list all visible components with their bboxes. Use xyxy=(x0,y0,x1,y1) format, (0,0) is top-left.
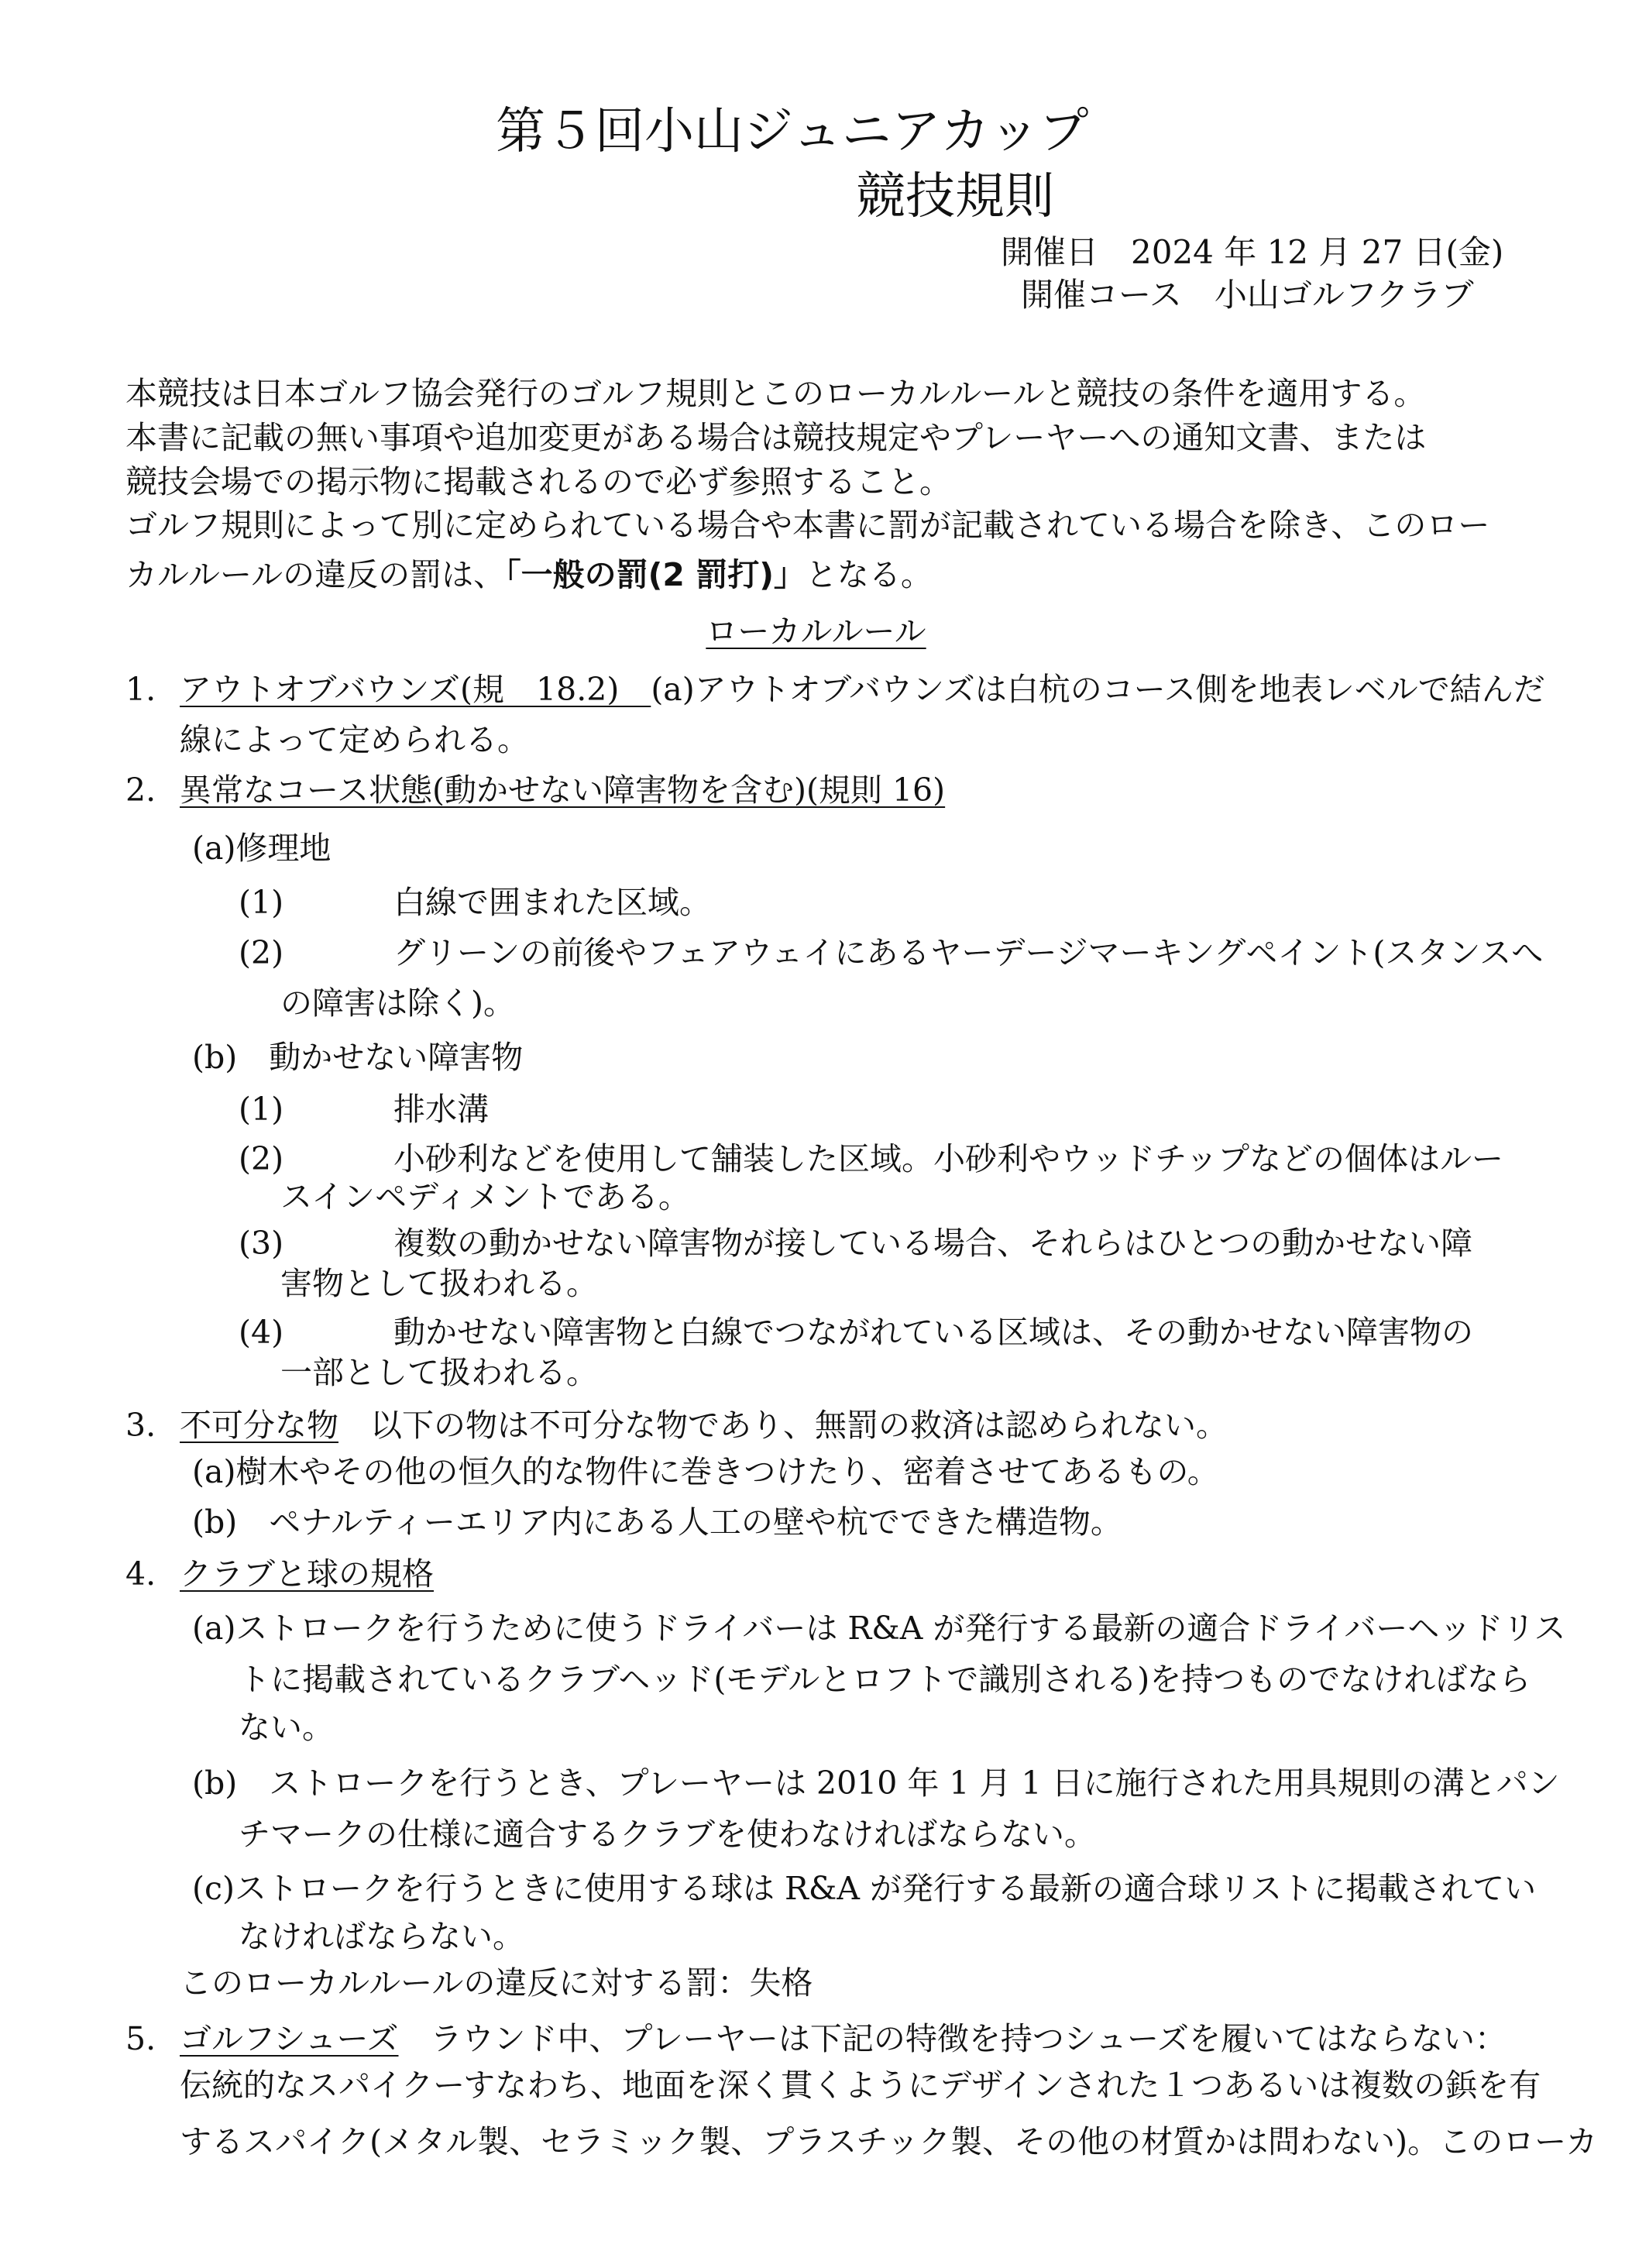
local-rules-heading: ローカルルール xyxy=(706,613,926,650)
event-course: 開催コース 小山ゴルフクラブ xyxy=(1021,276,1474,314)
rule-2b-label: (b) 動かせない障害物 xyxy=(192,1039,524,1076)
rule-5-text: ラウンド中、プレーヤーは下記の特徴を持つシューズを履いてはならない： xyxy=(398,2020,1507,2057)
rule-2a2-text-cont: の障害は除く)。 xyxy=(280,985,515,1022)
rule-4a-line-2: トに掲載されているクラブヘッド(モデルとロフトで識別される)を持つものでなければなら xyxy=(239,1661,1531,1698)
rule-2b3-text: 複数の動かせない障害物が接している場合、それらはひとつの動かせない障 xyxy=(393,1225,1473,1262)
rule-2b4-text-cont: 一部として扱われる。 xyxy=(280,1354,598,1391)
rule-4-number: 4. xyxy=(125,1555,156,1593)
rule-4a-line-3: ない。 xyxy=(239,1709,334,1746)
rule-2a1-text: 白線で囲まれた区域。 xyxy=(393,884,711,921)
rule-2b3-text-cont: 害物として扱われる。 xyxy=(280,1265,598,1302)
rule-1-number: 1. xyxy=(125,671,156,708)
rule-5-line-3: するスパイク(メタル製、セラミック製、プラスチック製、その他の材質かは問わない)。このローカ xyxy=(180,2123,1598,2160)
rule-2a2-number: (2) xyxy=(239,934,284,971)
rule-2-heading: 異常なコース状態(動かせない障害物を含む)(規則 16) xyxy=(180,771,946,809)
event-date: 開催日 2024 年 12 月 27 日(金) xyxy=(1001,233,1504,271)
rule-2b1-text: 排水溝 xyxy=(393,1091,489,1128)
rule-3b-text: (b) ペナルティーエリア内にある人工の壁や杭でできた構造物。 xyxy=(192,1503,1122,1541)
rule-3-heading: 不可分な物 xyxy=(180,1407,338,1444)
rule-2b2-number: (2) xyxy=(239,1140,284,1177)
rule-2b1-number: (1) xyxy=(239,1091,284,1128)
rule-4c-line-1: (c)ストロークを行うときに使用する球は R&A が発行する最新の適合球リストに掲載されてい xyxy=(192,1870,1537,1907)
intro-line-3: 競技会場での掲示物に掲載されるので必ず参照すること。 xyxy=(125,463,951,500)
rule-5-number: 5. xyxy=(125,2020,156,2057)
rule-2b4-text: 動かせない障害物と白線でつながれている区域は、その動かせない障害物の xyxy=(393,1314,1473,1351)
rule-2a-label: (a)修理地 xyxy=(192,830,332,867)
rule-4-heading: クラブと球の規格 xyxy=(180,1555,434,1593)
rule-4-penalty: このローカルルールの違反に対する罰：失格 xyxy=(180,1964,813,2002)
rule-4b-line-1: (b) ストロークを行うとき、プレーヤーは 2010 年 1 月 1 日に施行された用具規則の溝とパン xyxy=(192,1765,1560,1802)
rule-2a2-text: グリーンの前後やフェアウェイにあるヤーデージマーキングペイント(スタンスへ xyxy=(393,934,1544,971)
rule-2b3-number: (3) xyxy=(239,1225,284,1262)
rule-4b-line-2: チマークの仕様に適合するクラブを使わなければならない。 xyxy=(239,1816,1096,1853)
rule-5-heading: ゴルフシューズ xyxy=(180,2020,399,2057)
document-title: 第５回小山ジュニアカップ xyxy=(496,103,1089,160)
rule-2b4-number: (4) xyxy=(239,1314,284,1351)
intro-line-5-pre: カルルールの違反の罰は、 xyxy=(125,556,506,593)
rule-3-number: 3. xyxy=(125,1407,156,1444)
rule-5-line-2: 伝統的なスパイクーすなわち、地面を深く貫くようにデザインされた１つあるいは複数の鋲を有 xyxy=(180,2067,1541,2104)
general-penalty: 「一般の罰(2 罰打)」 xyxy=(505,556,806,593)
rule-4a-line-1: (a)ストロークを行うために使うドライバーは R&A が発行する最新の適合ドライバーヘッドリス xyxy=(192,1610,1566,1647)
intro-line-5-post: となる。 xyxy=(805,556,933,593)
rule-2-number: 2. xyxy=(125,771,156,809)
intro-line-4: ゴルフ規則によって別に定められている場合や本書に罰が記載されている場合を除き、このロー xyxy=(125,507,1490,544)
rule-2a1-number: (1) xyxy=(239,884,284,921)
rule-1-line xyxy=(180,671,1545,708)
document-subtitle: 競技規則 xyxy=(856,168,1054,225)
rule-1-text-cont: 線によって定められる。 xyxy=(180,721,529,758)
rule-3-text: 以下の物は不可分な物であり、無罰の救済は認められない。 xyxy=(338,1407,1228,1444)
rule-2b2-text-cont: スインペディメントである。 xyxy=(280,1178,690,1215)
intro-line-1: 本競技は日本ゴルフ協会発行のゴルフ規則とこのローカルルールと競技の条件を適用する。 xyxy=(125,375,1426,412)
rule-1-heading: アウトオブバウンズ(規 18.2) xyxy=(180,671,651,708)
intro-line-5 xyxy=(125,556,933,593)
intro-line-2: 本書に記載の無い事項や追加変更がある場合は競技規定やプレーヤーへの通知文書、または xyxy=(125,419,1427,456)
rule-3-line xyxy=(180,1407,1228,1444)
rule-2b2-text: 小砂利などを使用して舗装した区域。小砂利やウッドチップなどの個体はルー xyxy=(393,1140,1503,1177)
rule-1-text: (a)アウトオブバウンズは白杭のコース側を地表レベルで結んだ xyxy=(651,671,1545,708)
rule-4c-line-2: なければならない。 xyxy=(239,1918,524,1955)
rule-5-line xyxy=(180,2020,1507,2057)
rule-3a-text: (a)樹木やその他の恒久的な物件に巻きつけたり、密着させてあるもの。 xyxy=(192,1453,1219,1490)
